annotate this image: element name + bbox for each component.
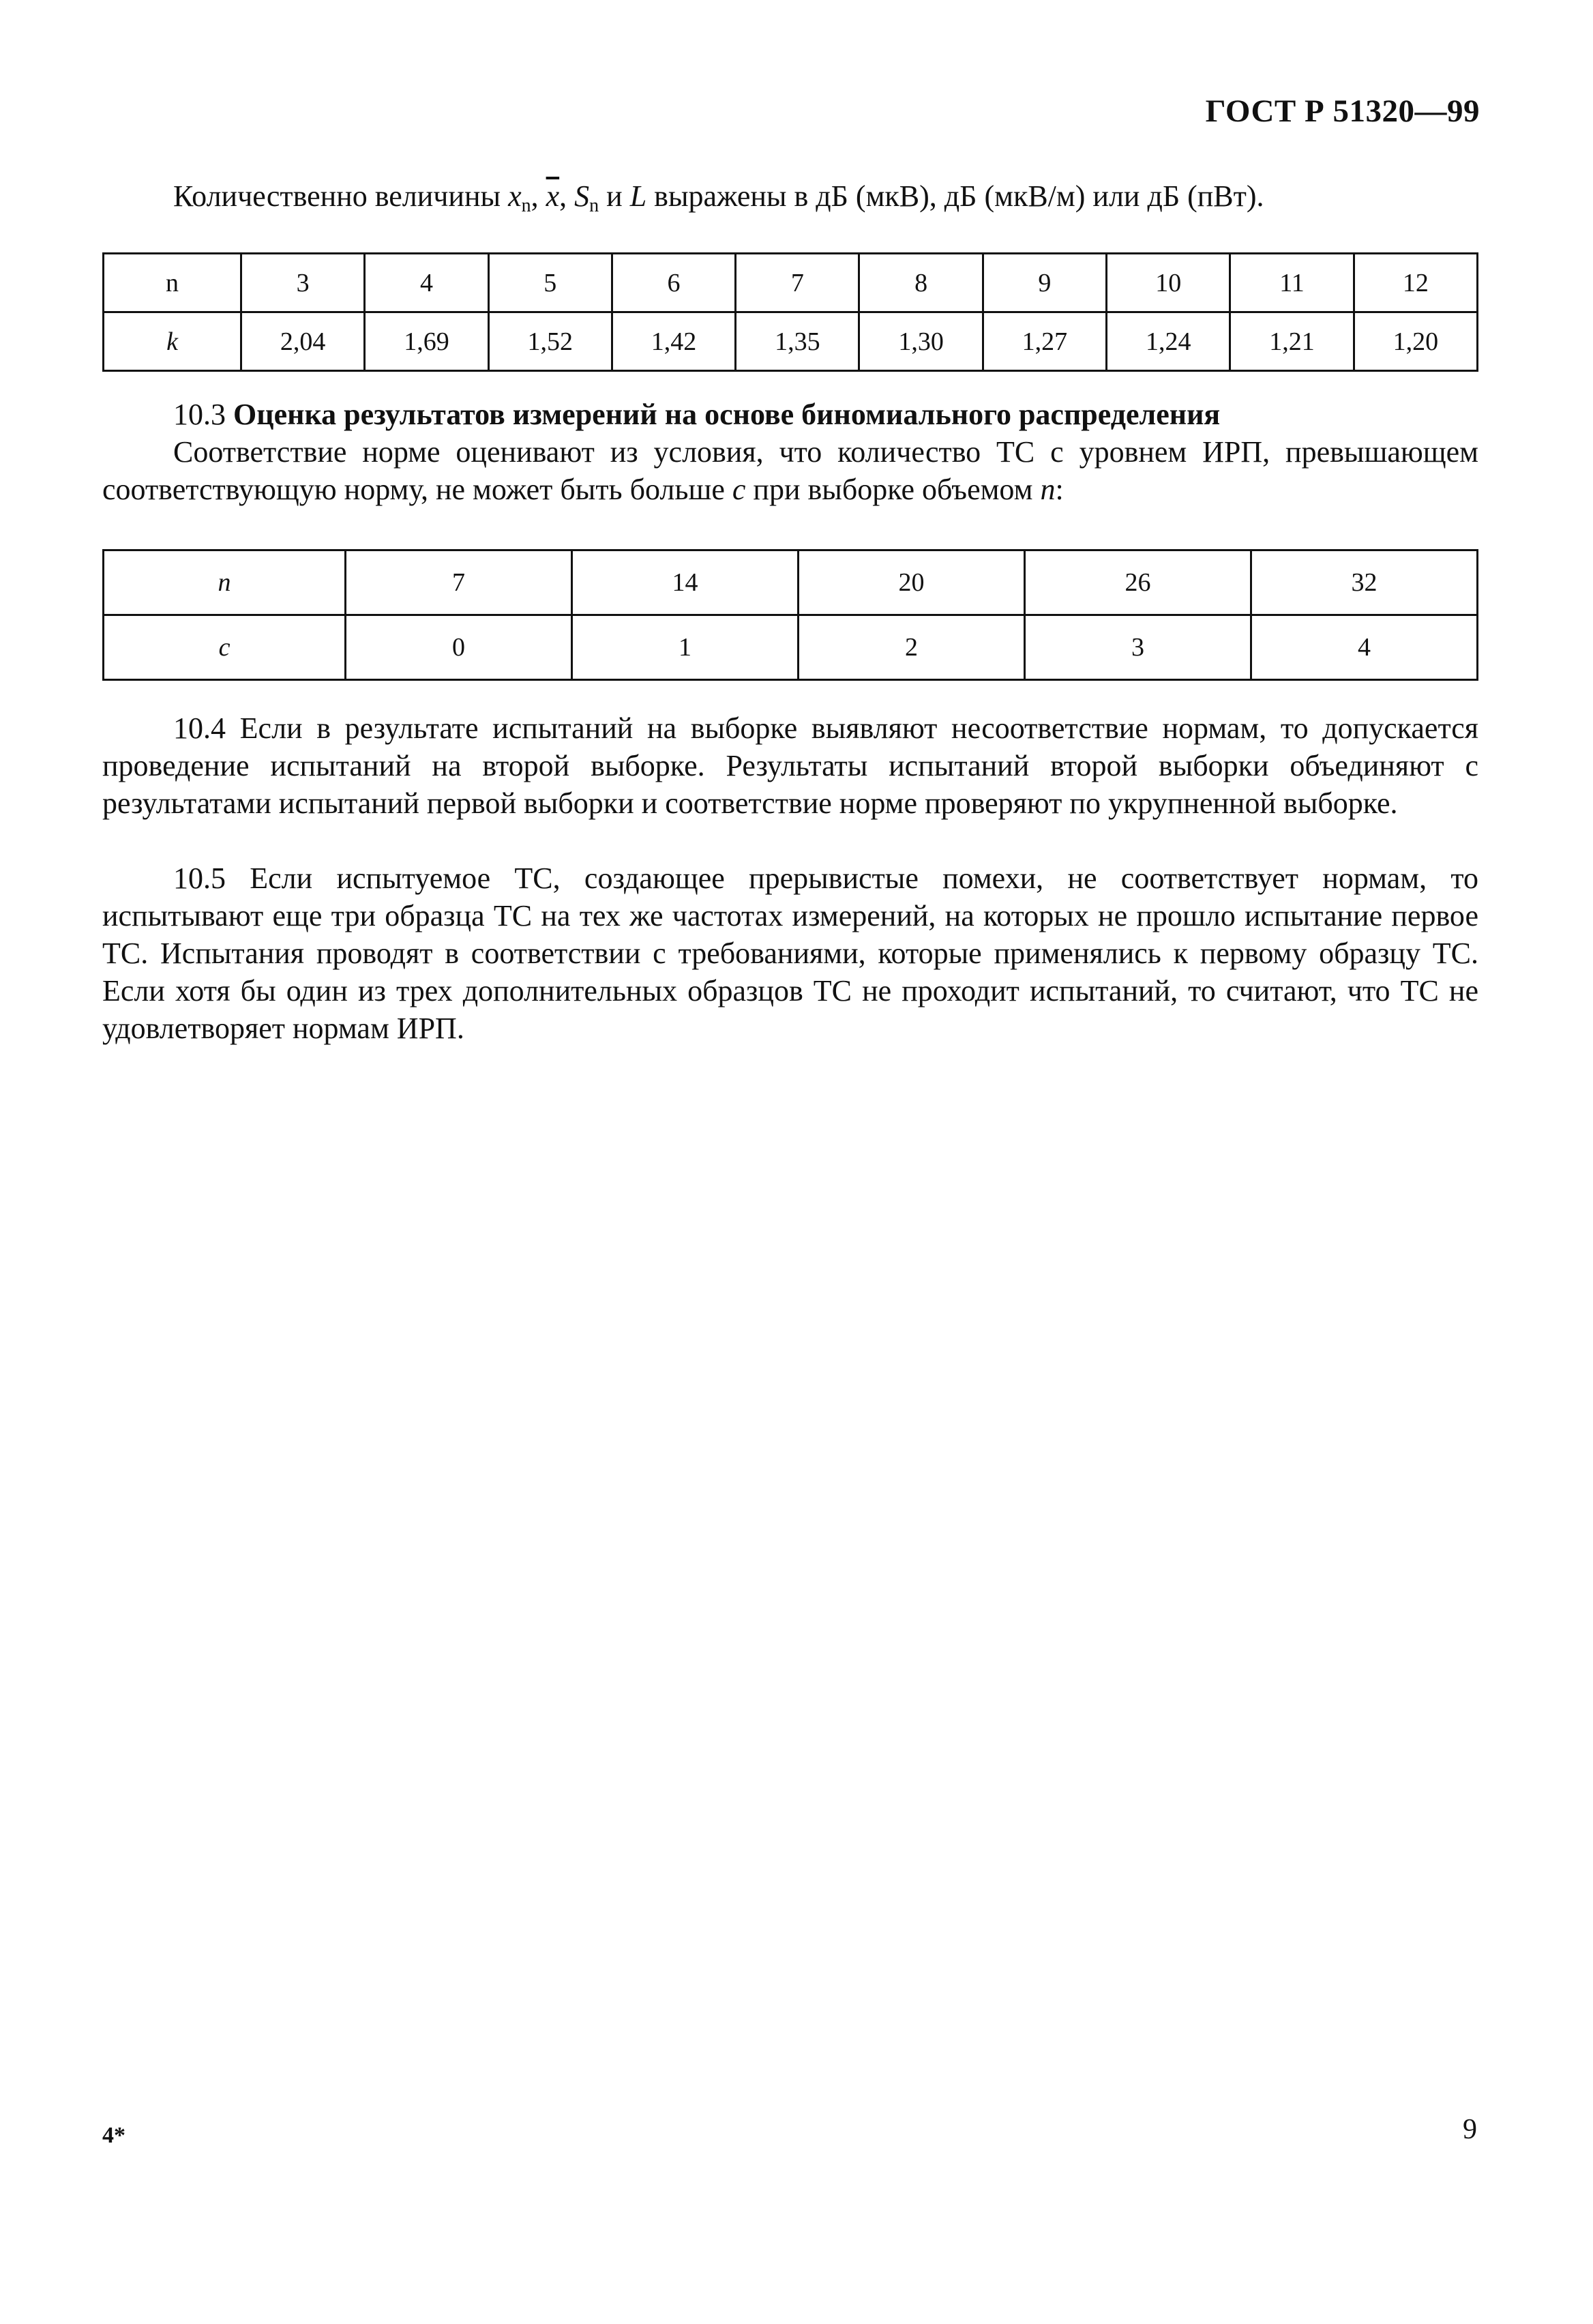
table-cell: 9 <box>983 254 1106 312</box>
table-cell: 6 <box>612 254 735 312</box>
separator: , <box>531 179 539 213</box>
sub-n: n <box>521 195 531 216</box>
table-cell: 1,52 <box>488 312 612 371</box>
intro-suffix: выражены в дБ (мкВ), дБ (мкВ/м) или дБ (пВт). <box>654 179 1264 213</box>
separator: , <box>559 179 567 213</box>
table-cell: 1 <box>572 615 799 680</box>
document-code: ГОСТ Р 51320—99 <box>1205 93 1480 129</box>
table-cell: 20 <box>799 550 1025 615</box>
body-text: Соответствие норме оценивают из условия, что количество ТС с уровнем ИРП, превышающем соответствующую норму, не может быть больше <box>102 435 1478 506</box>
table-cell: 3 <box>1025 615 1251 680</box>
section-10-5: 10.5 Если испытуемое ТС, создающее прерывистые помехи, не соответствует нормам, то испытывают еще три образца ТС на тех же частотах измерений, на которых не прошло испытание первое ТС. Испытания проводят в соответствии с требованиями, которые применялись к первому образцу ТС. Если хотя бы один из трех дополнительных образцов ТС не проходит испытаний, то считают, что ТС не удовлетворяет нормам ИРП. <box>102 862 1478 1045</box>
var-x: x <box>508 179 522 213</box>
table-cell: 1,69 <box>365 312 488 371</box>
section-10-3 <box>102 396 1478 508</box>
table-cell: 1,27 <box>983 312 1106 371</box>
section-heading <box>102 396 1478 433</box>
var-l: L <box>629 179 647 213</box>
row-label-c: c <box>104 615 346 680</box>
var-s: S <box>574 179 590 213</box>
section-number: 10.3 <box>173 398 226 431</box>
page-number: 9 <box>1463 2114 1477 2145</box>
var-x-bar: $\overline{x}$ <box>546 179 560 213</box>
table-cell: 4 <box>1251 615 1478 680</box>
table-cell: 11 <box>1230 254 1354 312</box>
k-coefficient-table <box>102 252 1478 372</box>
table-cell: 2,04 <box>241 312 365 371</box>
table-row <box>104 550 1478 615</box>
row-label-n: n <box>104 550 346 615</box>
table-row <box>104 615 1478 680</box>
table-cell: 1,24 <box>1107 312 1230 371</box>
table-cell: 8 <box>859 254 983 312</box>
intro-prefix: Количественно величины <box>173 179 501 213</box>
sheet-mark: 4* <box>102 2123 125 2148</box>
table-cell: 3 <box>241 254 365 312</box>
table-cell: 5 <box>488 254 612 312</box>
table-cell: 10 <box>1107 254 1230 312</box>
table-cell: 14 <box>572 550 799 615</box>
section-body <box>102 433 1478 508</box>
table-cell: 1,42 <box>612 312 735 371</box>
table-cell: 26 <box>1025 550 1251 615</box>
table-cell: 0 <box>346 615 572 680</box>
var-c: c <box>732 473 746 506</box>
table-cell: 7 <box>346 550 572 615</box>
section-10-4: 10.4 Если в результате испытаний на выборке выявляют несоответствие нормам, то допускается проведение испытаний на второй выборке. Результаты испытаний второй выборки объединяют с результатами испытаний первой выборки и соответствие норме проверяют по укрупненной выборке. <box>102 711 1478 820</box>
table-cell: 12 <box>1354 254 1477 312</box>
binomial-limit-table <box>102 549 1478 681</box>
table-cell: 32 <box>1251 550 1478 615</box>
table-cell: 4 <box>365 254 488 312</box>
body-end: : <box>1055 473 1064 506</box>
row-label-n: n <box>104 254 241 312</box>
table-row <box>104 254 1478 312</box>
table-row <box>104 312 1478 371</box>
table-cell: 7 <box>736 254 859 312</box>
body-text: при выборке объемом <box>753 473 1033 506</box>
table-cell: 1,30 <box>859 312 983 371</box>
table-cell: 1,21 <box>1230 312 1354 371</box>
table-cell: 1,20 <box>1354 312 1477 371</box>
table-cell: 1,35 <box>736 312 859 371</box>
intro-paragraph <box>173 177 1469 215</box>
row-label-k: k <box>104 312 241 371</box>
section-title: Оценка результатов измерений на основе биномиального распределения <box>233 398 1221 431</box>
conjunction: и <box>606 179 623 213</box>
var-n: n <box>1040 473 1056 506</box>
table-cell: 2 <box>799 615 1025 680</box>
sub-n: n <box>589 195 599 216</box>
